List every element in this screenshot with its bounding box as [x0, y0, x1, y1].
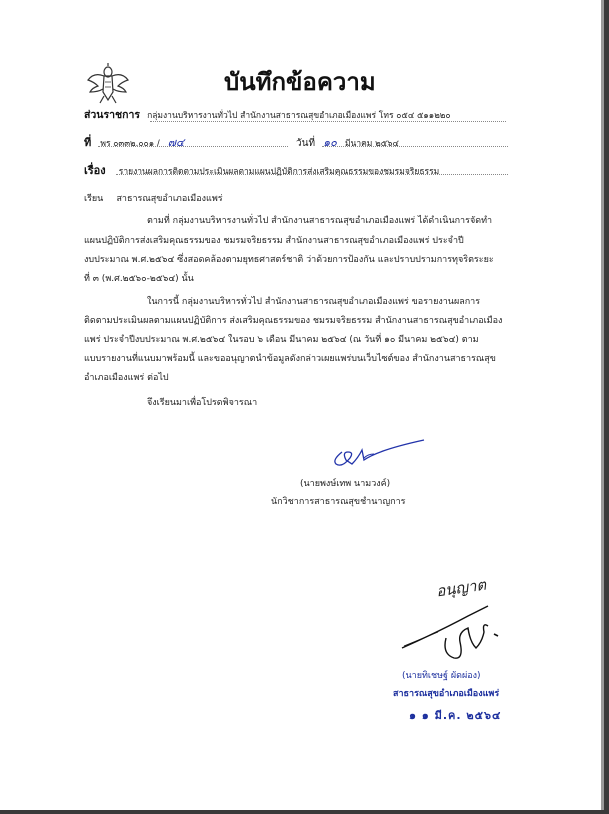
ref-row	[84, 131, 184, 151]
para2-line2: ติดตามประเมินผลตามแผนปฏิบัติการ ส่งเสริมคุณธรรมของ ชมรมจริยธรรม สำนักงานสาธารณสุขอำเภอเมือง	[84, 316, 503, 326]
date-label: วันที่	[296, 138, 316, 149]
ref-handwritten: ๗๔	[167, 136, 185, 149]
para1-line3: งบประมาณ พ.ศ.๒๕๖๔ ซึ่งสอดคล้องตามยุทธศาสตร์ชาติ ว่าด้วยการป้องกัน และปราบปรามการทุจริตระยะ	[84, 255, 494, 265]
scan-border-bottom	[0, 810, 609, 814]
to-row	[84, 186, 223, 205]
para1-line4: ที่ ๓ (พ.ศ.๒๕๖๐-๒๕๖๔) นั้น	[84, 274, 194, 284]
para2-line3: แพร่ ประจำปีงบประมาณ พ.ศ.๒๕๖๔ ในรอบ ๖ เดือน มีนาคม ๒๕๖๔ (ณ วันที่ ๑๐ มีนาคม ๒๕๖๔) ตาม	[84, 335, 479, 345]
approver-signature-icon	[398, 602, 518, 664]
date-value: มีนาคม ๒๕๖๔	[344, 139, 399, 149]
para1-line2: แผนปฏิบัติการส่งเสริมคุณธรรมของ ชมรมจริยธรรม สำนักงานสาธารณสุขอำเภอเมืองแพร่ ประจำปี	[84, 236, 464, 246]
para1-line1: ตามที่ กลุ่มงานบริหารงานทั่วไป สำนักงานสาธารณสุขอำเภอเมืองแพร่ ได้ดำเนินการจัดทำ	[147, 216, 493, 226]
approver-position: สาธารณสุขอำเภอเมืองแพร่	[393, 689, 500, 699]
signer-signature-icon	[328, 430, 426, 470]
date-row	[296, 131, 399, 151]
to-label: เรียน	[84, 194, 104, 204]
para2-line4: แบบรายงานที่แนบมาพร้อมนี้ และขออนุญาตนำข้อมูลดังกล่าวเผยแพร่บนเว็บไซต์ของ สำนักงานสาธารณสุข	[84, 354, 496, 364]
closing-line: จึงเรียนมาเพื่อโปรดพิจารณา	[147, 398, 258, 408]
ref-value: พร ๐๓๓๒.๐๐๑ /	[100, 139, 160, 149]
approval-date: ๑ ๑ มี.ค. ๒๕๖๔	[409, 709, 502, 722]
approver-name: (นายทิเชษฐ์ ผัดผ่อง)	[402, 671, 481, 681]
ref-dotted-line	[98, 146, 288, 147]
para2-line5: อำเภอเมืองแพร่ ต่อไป	[84, 373, 169, 383]
agency-value: กลุ่มงานบริหารงานทั่วไป สำนักงานสาธารณสุขอำเภอเมืองแพร่ โทร ๐๕๔ ๕๑๑๒๒๐	[147, 111, 451, 121]
approval-handwritten: อนุญาต	[434, 575, 488, 601]
ref-label: ที่	[84, 136, 92, 149]
signer-name: (นายพงษ์เทพ นามวงค์)	[300, 479, 391, 489]
subject-row	[84, 159, 439, 179]
signer-position: นักวิชาการสาธารณสุขชำนาญการ	[271, 497, 406, 507]
memo-title: บันทึกข้อความ	[224, 68, 376, 96]
date-handwritten: ๑๐	[323, 136, 337, 149]
agency-dotted-line	[150, 121, 506, 122]
para2-line1: ในการนี้ กลุ่มงานบริหารทั่วไป สำนักงานสาธารณสุขอำเภอเมืองแพร่ ขอรายงานผลการ	[147, 297, 481, 307]
subject-value: รายงานผลการติดตามประเมินผลตามแผนปฏิบัติการส่งเสริมคุณธรรมของชมรมจริยธรรม	[118, 167, 440, 177]
agency-label: ส่วนราชการ	[84, 109, 141, 121]
subject-label: เรื่อง	[84, 164, 106, 177]
subject-dotted-line	[116, 174, 508, 175]
garuda-emblem-icon	[86, 62, 130, 104]
scan-border-right	[604, 0, 609, 814]
to-value: สาธารณสุขอำเภอเมืองแพร่	[116, 194, 223, 204]
date-dotted-line	[322, 146, 508, 147]
